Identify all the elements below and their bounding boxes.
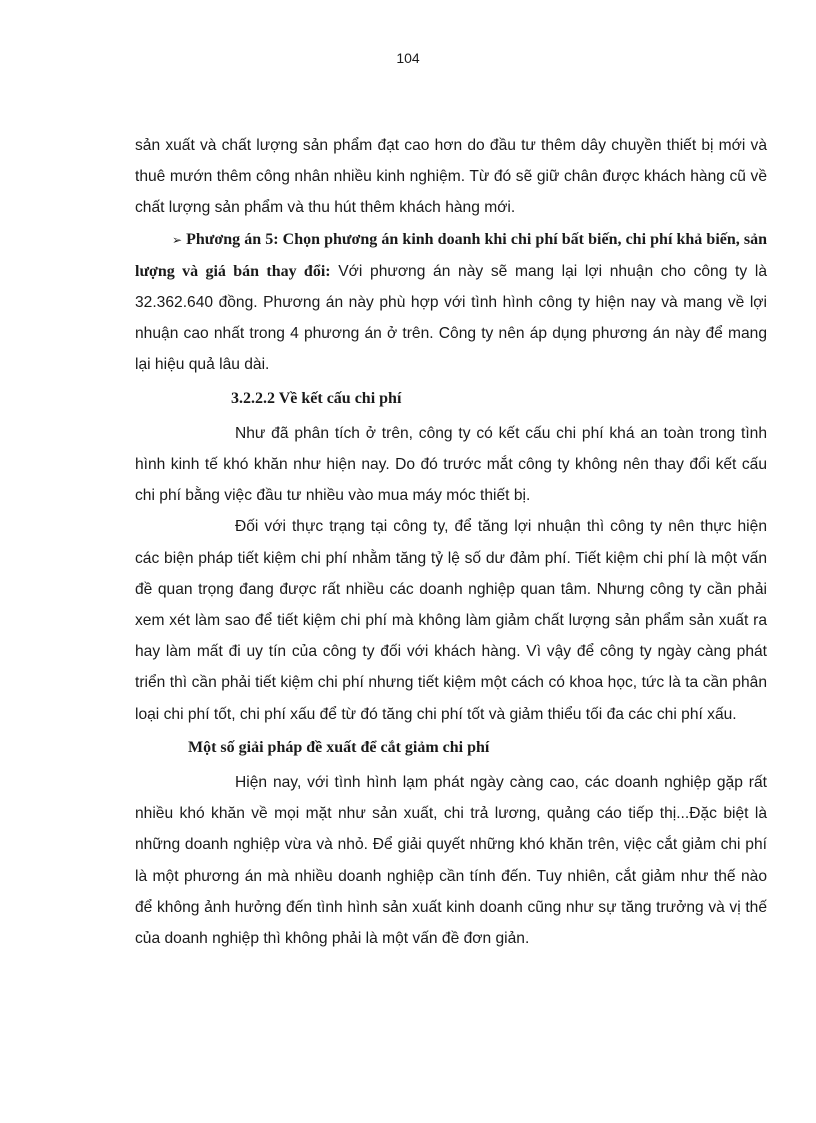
paragraph-option-5 — [135, 224, 767, 381]
subheading-cost-reduction: Một số giải pháp đề xuất để cắt giảm chi phí — [188, 738, 490, 756]
option-5-text: Với phương án này sẽ mang lại lợi nhuận cho công ty là 32.362.640 đồng. Phương án này phù hợp với tình hình công ty hiện nay và mang về lợi nhuận cao nhất trong 4 phương án ở trên. Công ty nên áp dụng phương án này để mang lại hiệu quả lâu dài. — [135, 262, 767, 374]
arrow-bullet-icon: ➢ — [172, 232, 183, 247]
paragraph-3: Như đã phân tích ở trên, công ty có kết cấu chi phí khá an toàn trong tình hình kinh tế khó khăn như hiện nay. Do đó trước mắt công ty không nên thay đổi kết cấu chi phí bằng việc đầu tư nhiều vào mua máy móc thiết bị. — [135, 424, 767, 505]
document-body — [135, 130, 767, 954]
option-5-bold-lead: Phương án 5: Chọn phương án kinh doanh khi chi phí bất biến, chi phí khả biến, sản lượng và giá bán thay đổi: — [135, 230, 767, 280]
paragraph-4: Đối với thực trạng tại công ty, để tăng lợi nhuận thì công ty nên thực hiện các biện pháp tiết kiệm chi phí nhằm tăng tỷ lệ số dư đảm phí. Tiết kiệm chi phí là một vấn đề quan trọng đang được rất nhiều các doanh nghiệp quan tâm. Nhưng công ty cần phải xem xét làm sao để tiết kiệm chi phí mà không làm giảm chất lượng sản phẩm sản xuất ra hay làm mất đi uy tín của công ty đối với khách hàng. Vì vậy để công ty ngày càng phát triển thì cần phải tiết kiệm chi phí nhưng tiết kiệm một cách có khoa học, tức là ta cần phân loại chi phí tốt, chi phí xấu để từ đó tăng chi phí tốt và giảm thiểu tối đa các chi phí xấu. — [135, 518, 767, 723]
section-heading-3-2-2-2: 3.2.2.2 Về kết cấu chi phí — [231, 389, 402, 407]
paragraph-1: sản xuất và chất lượng sản phẩm đạt cao hơn do đầu tư thêm dây chuyền thiết bị mới và thuê mướn thêm công nhân nhiều kinh nghiệm. Từ đó sẽ giữ chân được khách hàng cũ về chất lượng sản phẩm và thu hút thêm khách hàng mới. — [135, 137, 767, 217]
paragraph-5: Hiện nay, với tình hình lạm phát ngày càng cao, các doanh nghiệp gặp rất nhiều khó khăn về mọi mặt như sản xuất, chi trả lương, quảng cáo tiếp thị...Đặc biệt là những doanh nghiệp vừa và nhỏ. Để giải quyết những khó khăn trên, việc cắt giảm chi phí là một phương án mà nhiều doanh nghiệp cần tính đến. Tuy nhiên, cắt giảm như thế nào để không ảnh hưởng đến tình hình sản xuất kinh doanh cũng như sự tăng trưởng và vị thế của doanh nghiệp thì không phải là một vấn đề đơn giản. — [135, 774, 767, 948]
page-number: 104 — [396, 50, 420, 66]
